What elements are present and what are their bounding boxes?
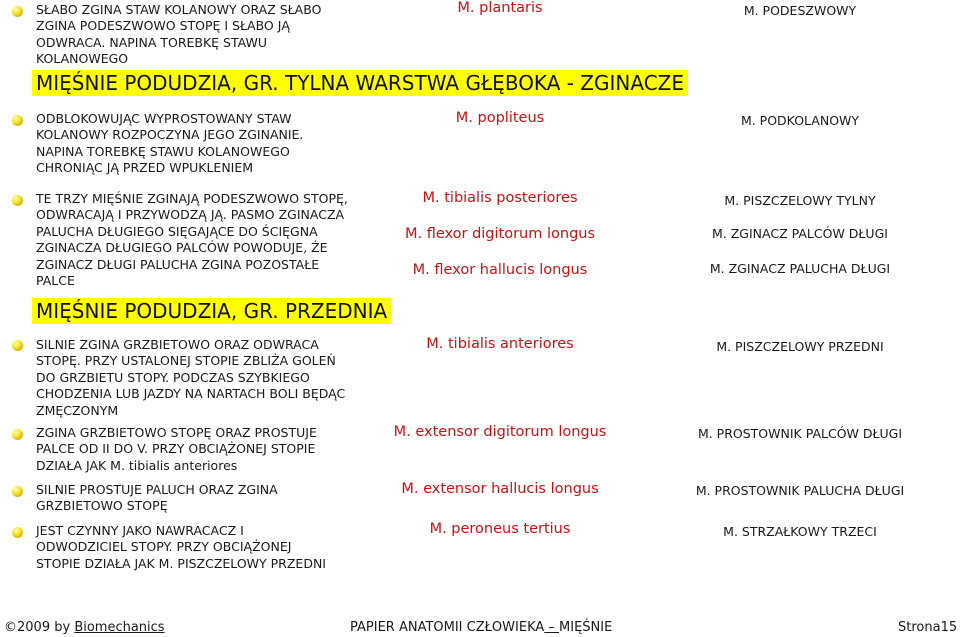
muscle-latin-name: M. extensor hallucis longus — [401, 481, 599, 497]
muscle-polish-name: M. PISZCZELOWY PRZEDNI — [716, 339, 884, 354]
bullet-icon — [12, 527, 23, 538]
muscle-polish-name: M. PROSTOWNIK PALCÓW DŁUGI — [697, 426, 903, 441]
muscle-latin-name: M. plantaris — [457, 0, 543, 16]
muscle-description: SŁABO ZGINA STAW KOLANOWY ORAZ SŁABO ZGINA PODESZWOWO STOPĘ I SŁABO JĄ ODWRACA. NAPINA TOREBKĘ STAWU KOLANOWEGO — [36, 2, 322, 67]
footer-title-part1: PAPIER ANATOMII CZŁOWIEKA — [350, 620, 545, 635]
muscle-polish-name: M. PISZCZELOWY TYLNY — [724, 193, 876, 208]
muscle-description: ZGINA GRZBIETOWO STOPĘ ORAZ PROSTUJE PALCE OD II DO V. PRZY OBCIĄŻONEJ STOPIE DZIAŁA JAK M. tibialis anteriores — [36, 425, 317, 473]
muscle-polish-name: M. ZGINACZ PALUCHA DŁUGI — [709, 261, 891, 276]
muscle-description: TE TRZY MIĘŚNIE ZGINAJĄ PODESZWOWO STOPĘ, ODWRACAJĄ I PRZYWODZĄ JĄ. PASMO ZGINACZA PALUCHA DŁUGIEGO SIĘGAJĄCE DO ŚCIĘGNA ZGINACZA DŁUGIEGO PALCÓW POWODUJE, ŻE ZGINACZ DŁUGI PALUCHA ZGINA POZOSTAŁE PALCE — [36, 191, 348, 289]
page-number: 15 — [940, 620, 958, 635]
muscle-polish-name: M. ZGINACZ PALCÓW DŁUGI — [712, 226, 888, 241]
muscle-description: JEST CZYNNY JAKO NAWRACACZ I ODWODZICIEL STOPY. PRZY OBCIĄŻONEJ STOPIE DZIAŁA JAK M. PISZCZELOWY PRZEDNI — [36, 523, 326, 571]
footer-copyright — [4, 620, 165, 635]
bullet-icon — [12, 6, 23, 17]
muscle-description: SILNIE PROSTUJE PALUCH ORAZ ZGINA GRZBIETOWO STOPĘ — [36, 482, 278, 514]
author-link[interactable]: Biomechanics — [74, 620, 165, 635]
muscle-description: ODBLOKOWUJĄC WYPROSTOWANY STAW KOLANOWY ROZPOCZYNA JEGO ZGINANIE. NAPINA TOREBKĘ STAWU KOLANOWEGO CHRONIĄC JĄ PRZED WPUKLENIEM — [36, 111, 304, 176]
footer-title — [350, 620, 612, 635]
muscle-latin-name: M. flexor hallucis longus — [412, 262, 588, 278]
muscle-latin-name: M. tibialis anteriores — [426, 336, 574, 352]
muscle-polish-name: M. STRZAŁKOWY TRZECI — [723, 524, 877, 539]
section-heading-back-deep: MIĘŚNIE PODUDZIA, GR. TYLNA WARSTWA GŁĘBOKA - ZGINACZE — [32, 70, 688, 96]
muscle-latin-name: M. extensor digitorum longus — [393, 424, 607, 440]
muscle-polish-name: M. PROSTOWNIK PALUCHA DŁUGI — [695, 483, 905, 498]
bullet-icon — [12, 340, 23, 351]
muscle-polish-name: M. PODKOLANOWY — [740, 113, 860, 128]
bullet-icon — [12, 429, 23, 440]
muscle-polish-name: M. PODESZWOWY — [743, 3, 857, 18]
section-heading-front: MIĘŚNIE PODUDZIA, GR. PRZEDNIA — [32, 298, 391, 324]
copyright-text: ©2009 by — [4, 620, 71, 635]
bullet-icon — [12, 195, 23, 206]
bullet-icon — [12, 115, 23, 126]
muscle-description: SILNIE ZGINA GRZBIETOWO ORAZ ODWRACA STOPĘ. PRZY USTALONEJ STOPIE ZBLIŻA GOLEŃ DO GRZBIETU STOPY. PODCZAS SZYBKIEGO CHODZENIA LUB JAZDY NA NARTACH BOLI BĘDĄC ZMĘCZONYM — [36, 337, 346, 418]
footer-title-part2: MIĘŚNIE — [559, 620, 613, 635]
bullet-icon — [12, 486, 23, 497]
muscle-latin-name: M. tibialis posteriores — [422, 190, 578, 206]
muscle-latin-name: M. flexor digitorum longus — [404, 226, 596, 242]
page-label: Strona — [898, 620, 941, 635]
muscle-latin-name: M. popliteus — [455, 110, 545, 126]
footer-title-dash: – — [544, 620, 560, 635]
muscle-latin-name: M. peroneus tertius — [429, 521, 571, 537]
footer-page — [898, 620, 957, 635]
